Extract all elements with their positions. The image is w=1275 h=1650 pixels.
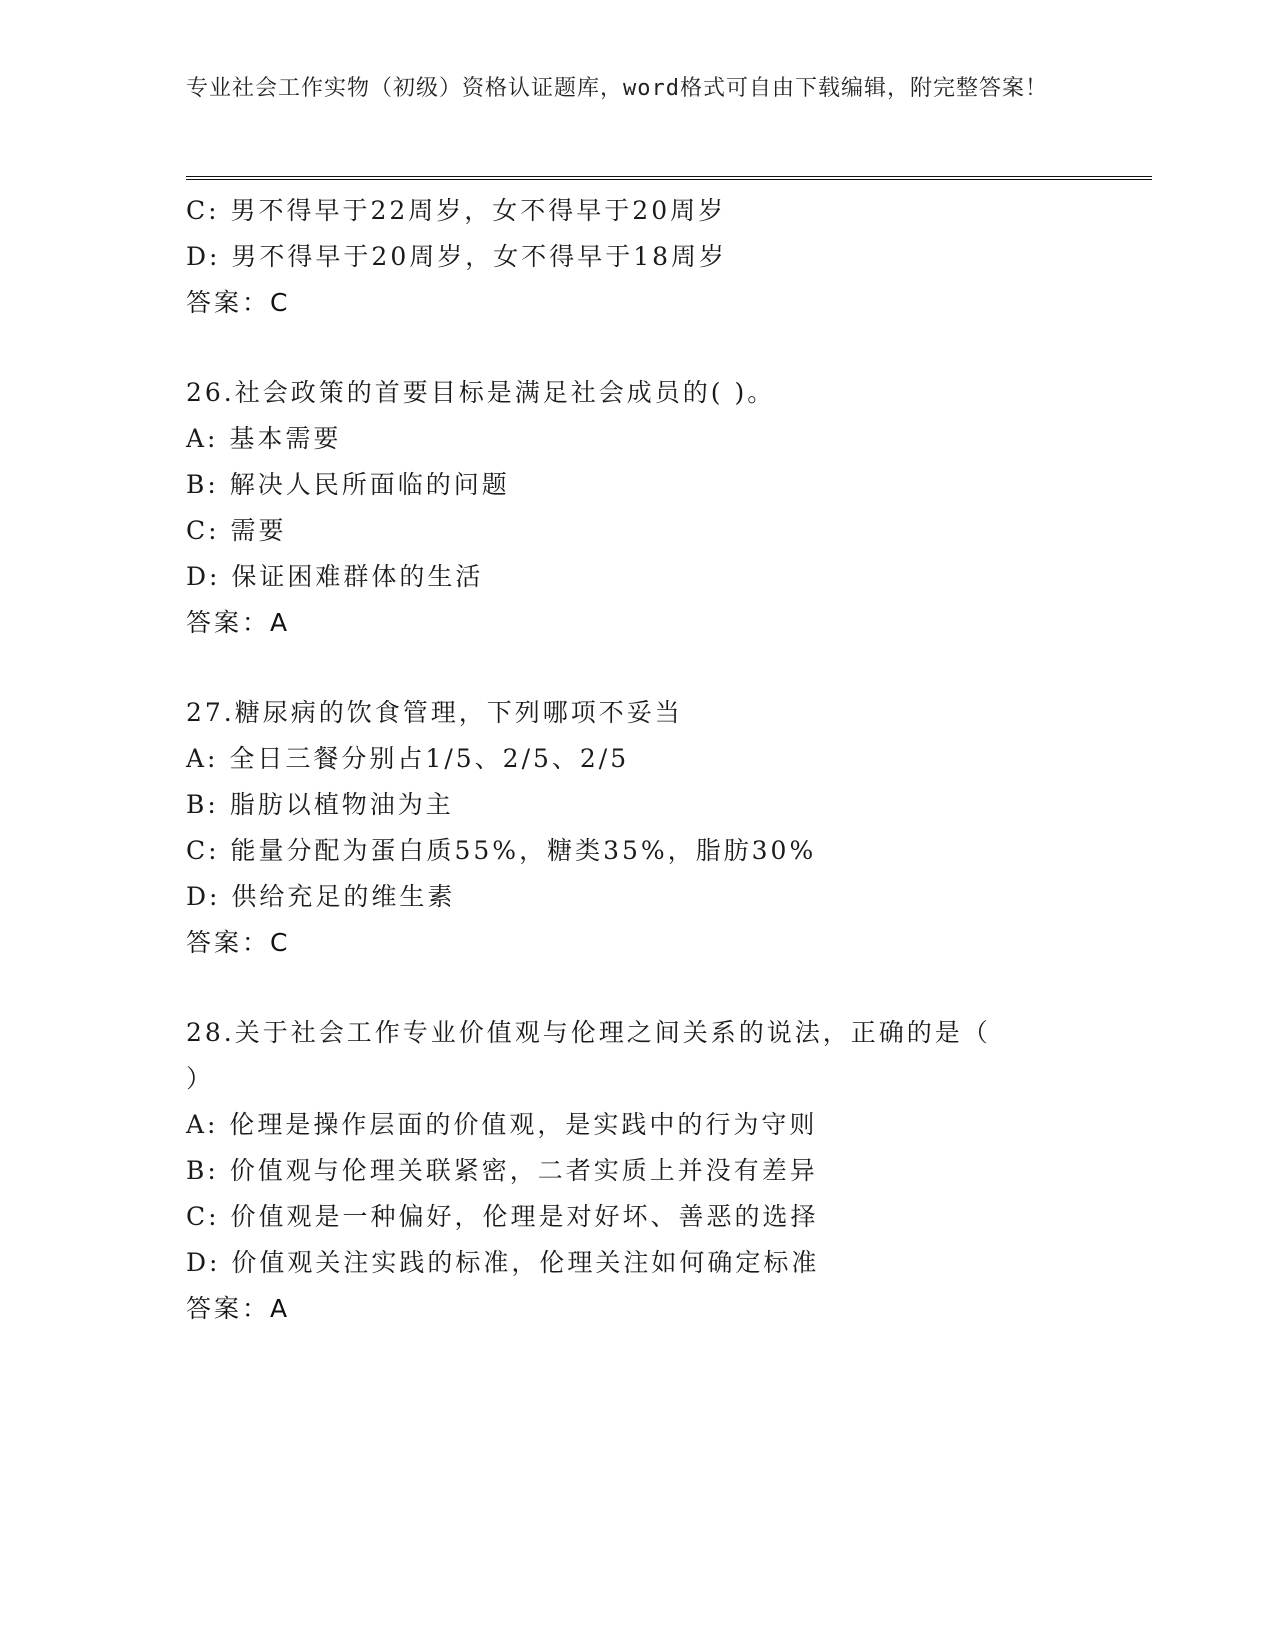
question-text: 26.社会政策的首要目标是满足社会成员的( )。 [186,378,776,407]
option-c: C: 需要 [186,516,287,545]
option-c: C: 能量分配为蛋白质55%，糖类35%，脂肪30% [186,836,817,865]
header-divider [186,176,1152,180]
answer-label: 答案：C [186,928,291,957]
question-block-28 [186,1010,1152,1332]
question-text: 28.关于社会工作专业价值观与伦理之间关系的说法，正确的是（ ） [186,1018,991,1093]
option-d: D: 男不得早于20周岁，女不得早于18周岁 [186,242,728,271]
spacer [186,966,1152,1010]
option-b: B: 脂肪以植物油为主 [186,790,454,819]
option-b: B: 解决人民所面临的问题 [186,470,510,499]
answer-label: 答案：A [186,1294,291,1323]
option-d: D: 价值观关注实践的标准，伦理关注如何确定标准 [186,1248,820,1277]
question-block-27 [186,690,1152,966]
option-d: D: 保证困难群体的生活 [186,562,484,591]
option-c: C: 价值观是一种偏好，伦理是对好坏、善恶的选择 [186,1202,819,1231]
question-block-25 [186,188,1152,326]
answer-label: 答案：A [186,608,291,637]
question-list [186,188,1152,1332]
option-a: A: 伦理是操作层面的价值观，是实践中的行为守则 [186,1110,818,1139]
page-header: 专业社会工作实物（初级）资格认证题库，word格式可自由下载编辑，附完整答案！ [186,76,1048,101]
option-a: A: 基本需要 [186,424,342,453]
question-text: 27.糖尿病的饮食管理，下列哪项不妥当 [186,698,683,727]
question-block-26 [186,370,1152,646]
option-c: C: 男不得早于22周岁，女不得早于20周岁 [186,196,727,225]
option-a: A: 全日三餐分别占1/5、2/5、2/5 [186,744,630,773]
answer-label: 答案：C [186,288,291,317]
option-d: D: 供给充足的维生素 [186,882,456,911]
option-b: B: 价值观与伦理关联紧密，二者实质上并没有差异 [186,1156,818,1185]
spacer [186,326,1152,370]
spacer [186,646,1152,690]
